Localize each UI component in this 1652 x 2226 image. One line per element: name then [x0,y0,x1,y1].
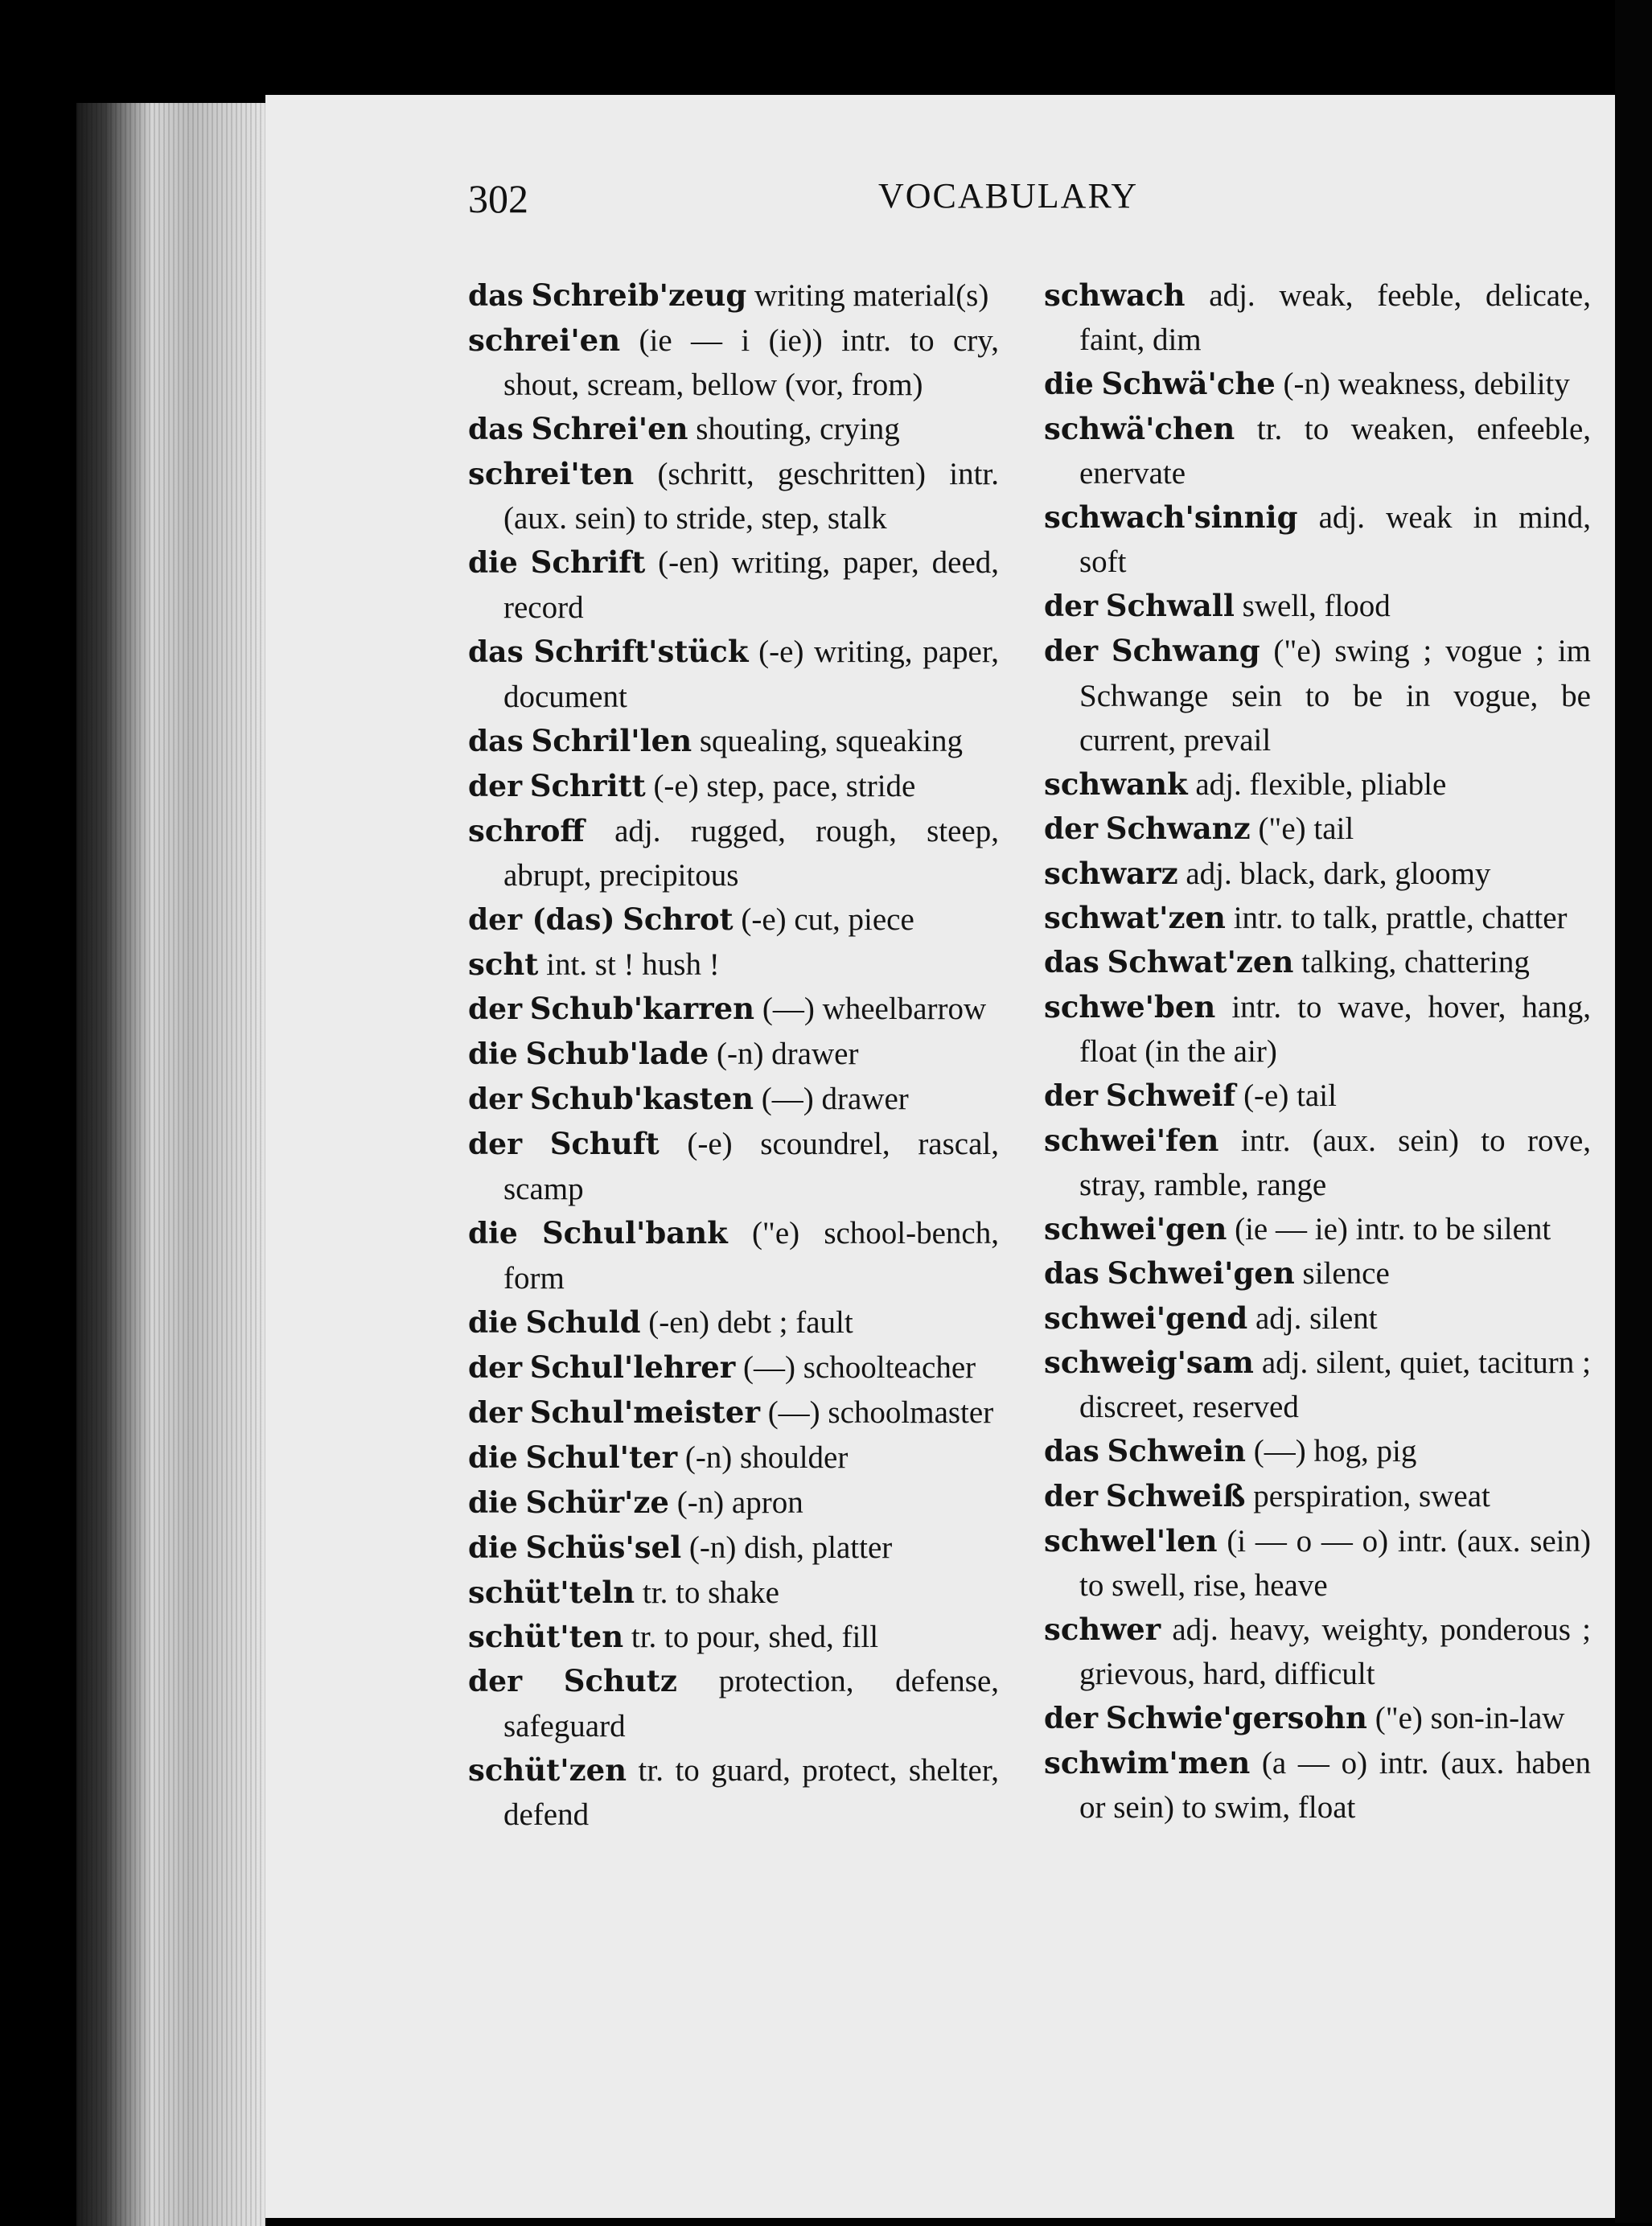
vocabulary-entry [468,1435,999,1481]
entry-definition: tr. to guard, protect, shelter, defend [503,1753,999,1832]
entry-headword: schwel'len [1044,1523,1218,1559]
entry-article: der [1044,1480,1099,1513]
vocabulary-entry [468,540,999,630]
entry-article: der [468,1351,523,1385]
entry-headword: Schub'kasten [529,1081,754,1116]
entry-article: die [468,1531,518,1565]
entry-headword: schwei'gen [1044,1211,1227,1246]
vocabulary-entry [468,1345,999,1390]
entry-definition: swell, flood [1242,589,1391,623]
entry-definition: (-n) shoulder [684,1440,849,1475]
entry-definition: (-n) drawer [716,1037,859,1071]
vocabulary-entry [468,1032,999,1077]
entry-article: der [1044,1702,1099,1735]
entry-article: das [468,635,524,669]
entry-definition: (-en) debt ; fault [648,1305,853,1340]
vocabulary-entry [468,630,999,719]
entry-headword: schüt'ten [468,1619,624,1654]
entry-headword: Schritt [529,768,646,803]
vocabulary-entry [468,1748,999,1837]
vocabulary-entry [468,897,999,943]
entry-definition: tr. to shake [642,1575,779,1610]
running-head [468,175,1586,227]
entry-definition: intr. (aux. sein) to rove, stray, ramble, range [1079,1123,1592,1202]
entry-headword: Schuft [549,1126,660,1161]
entry-article: die [468,1037,518,1071]
entry-headword: Schrift'stück [533,634,749,669]
entry-definition: ("e) son-in-law [1375,1701,1565,1735]
entry-definition: adj. weak, feeble, delicate, faint, dim [1079,278,1591,357]
page-number: 302 [468,176,528,221]
entry-headword: schroff [468,813,585,848]
entry-headword: schwach [1044,277,1186,313]
vocabulary-entry [468,809,999,897]
vocabulary-entry [1044,1741,1591,1830]
entry-definition: (—) drawer [761,1082,909,1116]
entry-article: der [468,1396,523,1430]
entry-article: der [468,770,523,803]
entry-definition: adj. black, dark, gloomy [1186,856,1491,891]
entry-headword: schwe'ben [1044,989,1216,1025]
entry-definition: (—) schoolmaster [767,1395,994,1430]
entry-headword: Schwall [1105,588,1235,623]
vocabulary-entry [468,764,999,809]
entry-definition: talking, chattering [1301,945,1530,980]
entry-headword: Schwä'che [1101,366,1276,401]
entry-definition: adj. silent [1255,1301,1378,1336]
right-column [1044,273,1591,1830]
entry-headword: schwim'men [1044,1745,1251,1780]
entry-headword: Schrei'en [531,411,688,446]
vocabulary-entry [468,1659,999,1748]
page-title: VOCABULARY [878,176,1139,216]
entry-headword: schwank [1044,766,1188,802]
entry-headword: schrei'ten [468,456,635,491]
vocabulary-entry [468,452,999,540]
entry-headword: Schwie'gersohn [1105,1700,1367,1735]
entry-article: das [468,413,524,446]
vocabulary-entry [1044,896,1591,940]
entry-article: die [468,1486,518,1520]
vocabulary-entry [468,1211,999,1300]
entry-definition: adj. flexible, pliable [1195,767,1447,802]
entry-headword: schrei'en [468,322,621,358]
vocabulary-entry [1044,407,1591,495]
entry-headword: schwarz [1044,856,1178,891]
entry-definition: (-en) writing, paper, deed, record [503,545,1000,625]
entry-headword: scht [468,947,539,982]
vocabulary-entry [1044,1519,1591,1608]
vocabulary-entry [1044,807,1591,852]
vocabulary-entry [1044,940,1591,985]
background-bar [1615,0,1652,2223]
vocabulary-entry [1044,1296,1591,1341]
entry-headword: Schuld [525,1304,641,1340]
entry-definition: tr. to pour, shed, fill [631,1620,879,1654]
entry-headword: Schutz [563,1663,677,1698]
entry-headword: Schreib'zeug [531,277,747,313]
entry-definition: squealing, squeaking [699,724,963,758]
entry-headword: Schrift [530,544,646,580]
entry-definition: (—) hog, pig [1253,1434,1417,1468]
entry-article: die [468,1441,518,1475]
vocabulary-entry [468,1481,999,1526]
vocabulary-entry [468,987,999,1032]
page-edge [76,103,265,2226]
entry-headword: schüt'teln [468,1575,635,1610]
entry-definition: perspiration, sweat [1253,1479,1490,1513]
entry-definition: (ie — i (ie)) intr. to cry, shout, scream, bellow (vor, from) [503,323,1000,402]
vocabulary-entry [1044,1341,1591,1429]
entry-definition: (-n) apron [676,1485,803,1520]
entry-headword: Schub'lade [525,1036,709,1071]
vocabulary-entry [1044,629,1591,762]
entry-headword: Schul'ter [525,1440,678,1475]
vocabulary-entry [468,1077,999,1122]
entry-headword: Schür'ze [525,1485,669,1520]
entry-definition: adj. heavy, weighty, ponderous ; grievous, hard, difficult [1079,1612,1591,1691]
entry-headword: Schul'lehrer [529,1349,736,1385]
vocabulary-entry [1044,362,1591,407]
entry-headword: Schwanz [1105,811,1251,846]
entry-definition: protection, defense, safeguard [503,1664,1000,1743]
entry-article: das [468,279,524,313]
entry-definition: intr. to talk, prattle, chatter [1233,901,1568,935]
entry-definition: (—) schoolteacher [743,1350,976,1385]
vocabulary-entry [468,1571,999,1615]
entry-headword: Schwat'zen [1107,944,1294,980]
entry-definition: (ie — ie) intr. to be silent [1235,1212,1551,1246]
vocabulary-entry [468,1615,999,1659]
entry-definition: tr. to weaken, enfeeble, enervate [1079,412,1591,491]
entry-definition: (-n) dish, platter [688,1530,893,1565]
entry-headword: Schüs'sel [525,1530,682,1565]
entry-definition: (-e) step, pace, stride [653,769,916,803]
entry-definition: (-e) tail [1243,1078,1337,1113]
entry-definition: (schritt, geschritten) intr. (aux. sein) to stride, step, stalk [503,457,999,536]
vocabulary-entry [468,407,999,452]
entry-definition: int. st ! hush ! [546,947,720,982]
vocabulary-entry [1044,852,1591,896]
entry-article: das [1044,946,1099,980]
entry-headword: Schweif [1105,1078,1236,1113]
entry-definition: (i — o — o) intr. (aux. sein) to swell, rise, heave [1079,1524,1591,1603]
vocabulary-entry [468,273,999,318]
entry-article: der (das) [468,903,615,937]
vocabulary-entry [1044,1429,1591,1474]
entry-article: der [1044,1079,1099,1113]
entry-headword: Schweiß [1105,1478,1246,1513]
vocabulary-entry [468,1122,999,1211]
vocabulary-entry [1044,1474,1591,1519]
entry-headword: Schul'bank [541,1215,728,1251]
vocabulary-entry [1044,1696,1591,1741]
entry-headword: schwei'gend [1044,1300,1248,1336]
entry-definition: (—) wheelbarrow [762,992,987,1026]
entry-headword: Schwang [1111,633,1260,668]
entry-definition: shouting, crying [696,412,900,446]
entry-article: der [468,1082,523,1116]
vocabulary-entry [1044,985,1591,1074]
entry-article: der [468,1127,523,1161]
entry-headword: schwach'sinnig [1044,499,1298,535]
vocabulary-entry [468,1390,999,1435]
entry-article: die [468,1306,518,1340]
entry-article: die [468,546,518,580]
vocabulary-entry [468,943,999,987]
entry-headword: schwei'fen [1044,1123,1219,1158]
vocabulary-entry [468,1526,999,1571]
entry-definition: (-e) scoundrel, rascal, scamp [503,1127,999,1206]
vocabulary-entry [1044,584,1591,629]
entry-definition: adj. rugged, rough, steep, abrupt, precipitous [503,814,999,893]
vocabulary-entry [1044,273,1591,362]
vocabulary-entry [1044,762,1591,807]
entry-headword: schwat'zen [1044,900,1226,935]
entry-article: der [468,1665,523,1698]
vocabulary-entry [1044,1608,1591,1696]
entry-definition: (a — o) intr. (aux. haben or sein) to swim, float [1079,1746,1591,1825]
entry-article: das [1044,1435,1099,1468]
entry-definition: (-e) writing, paper, document [503,635,1000,714]
entry-headword: Schul'meister [529,1394,760,1430]
entry-definition: ("e) school-bench, form [503,1216,999,1296]
vocabulary-entry [468,1300,999,1345]
entry-headword: schweig'sam [1044,1345,1254,1380]
vocabulary-entry [1044,1251,1591,1296]
entry-definition: ("e) tail [1258,811,1354,846]
entry-article: der [1044,635,1099,668]
entry-definition: silence [1302,1256,1390,1291]
entry-headword: schwer [1044,1612,1161,1647]
left-column [468,273,999,1837]
entry-definition: intr. to wave, hover, hang, float (in the air) [1079,990,1591,1069]
vocabulary-entry [1044,1074,1591,1119]
entry-definition: (-e) cut, piece [741,902,914,937]
entry-definition: (-n) weakness, debility [1283,367,1570,401]
entry-headword: Schwein [1107,1433,1247,1468]
vocabulary-entry [468,318,999,407]
entry-article: der [1044,812,1099,846]
entry-headword: Schub'karren [529,991,755,1026]
entry-headword: Schwei'gen [1107,1255,1295,1291]
entry-article: das [1044,1257,1099,1291]
entry-article: der [468,992,523,1026]
entry-article: die [468,1217,518,1251]
vocabulary-entry [468,719,999,764]
entry-definition: adj. weak in mind, soft [1079,500,1592,579]
vocabulary-entry [1044,1119,1591,1207]
entry-article: der [1044,589,1099,623]
entry-definition: writing material(s) [754,278,989,313]
entry-headword: Schril'len [531,723,692,758]
entry-headword: Schrot [623,901,734,937]
entry-headword: schwä'chen [1044,411,1235,446]
entry-article: das [468,725,524,758]
entry-definition: ("e) swing ; vogue ; im Schwange sein to be in vogue, be current, prevail [1079,634,1591,758]
entry-headword: schüt'zen [468,1752,627,1788]
entry-definition: adj. silent, quiet, taciturn ; discreet, reserved [1079,1345,1592,1424]
vocabulary-entry [1044,1207,1591,1251]
entry-article: die [1044,368,1094,401]
vocabulary-entry [1044,495,1591,584]
